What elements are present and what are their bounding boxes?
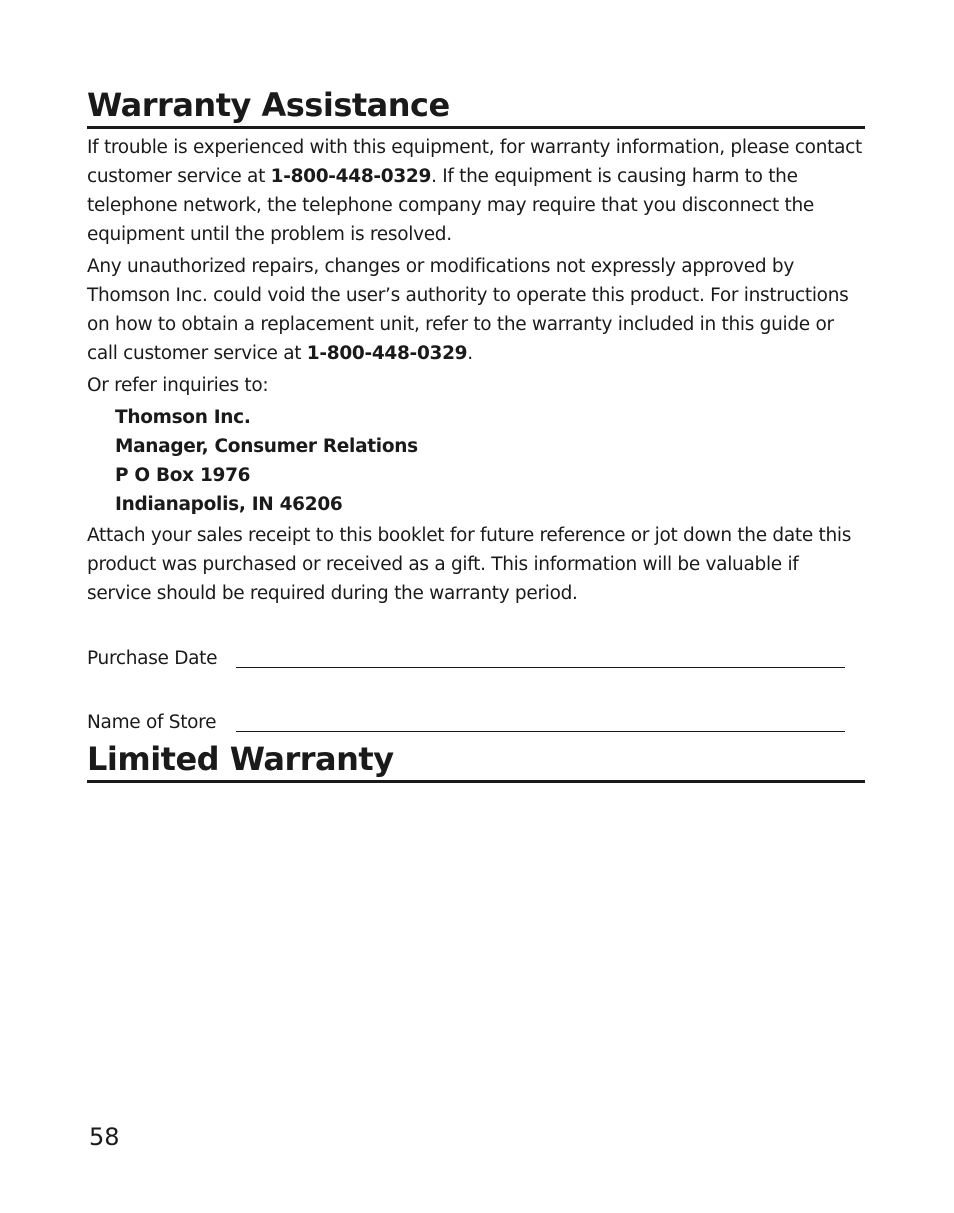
warranty-assistance-heading: Warranty Assistance: [87, 86, 865, 129]
refer-inquiries-text: Or refer inquiries to:: [87, 375, 269, 396]
store-name-row: [87, 708, 845, 737]
warranty-info-text-1: If trouble is experienced with this equipment, for warranty information, please contact customer service at: [87, 137, 862, 187]
limited-warranty-heading: Limited Warranty: [87, 740, 865, 783]
warranty-info-paragraph: [87, 133, 865, 249]
customer-service-phone-2: 1-800-448-0329: [306, 343, 468, 364]
address-city-state-zip: Indianapolis, IN 46206: [115, 494, 343, 515]
purchase-date-label: Purchase Date: [87, 648, 218, 669]
sales-receipt-paragraph: Attach your sales receipt to this booklet for future reference or jot down the date this product was purchased or received as a gift. This information will be valuable if service should be required during the warranty period.: [87, 525, 852, 604]
purchase-date-row: [87, 644, 845, 673]
warranty-info-text-2: . If the equipment is causing harm to the telephone network, the telephone company may require that you disconnect the equipment until the problem is resolved.: [87, 166, 815, 245]
unauthorized-repairs-paragraph: [87, 252, 865, 368]
customer-service-phone: 1-800-448-0329: [270, 166, 432, 187]
store-name-label: Name of Store: [87, 712, 217, 733]
address-po-box: P O Box 1976: [115, 465, 251, 486]
mailing-address: [115, 403, 418, 519]
unauthorized-repairs-text-1: Any unauthorized repairs, changes or modifications not expressly approved by Thomson Inc. could void the user’s authority to operate this product. For instructions on how to obtain a replacement unit, refer to the warranty included in this guide or call customer service at: [87, 256, 849, 364]
purchase-date-blank-line: [236, 667, 845, 668]
address-department: Manager, Consumer Relations: [115, 436, 418, 457]
unauthorized-repairs-text-2: .: [467, 343, 473, 364]
store-name-blank-line: [236, 731, 845, 732]
address-company: Thomson Inc.: [115, 407, 251, 428]
page-number: 58: [89, 1123, 120, 1151]
